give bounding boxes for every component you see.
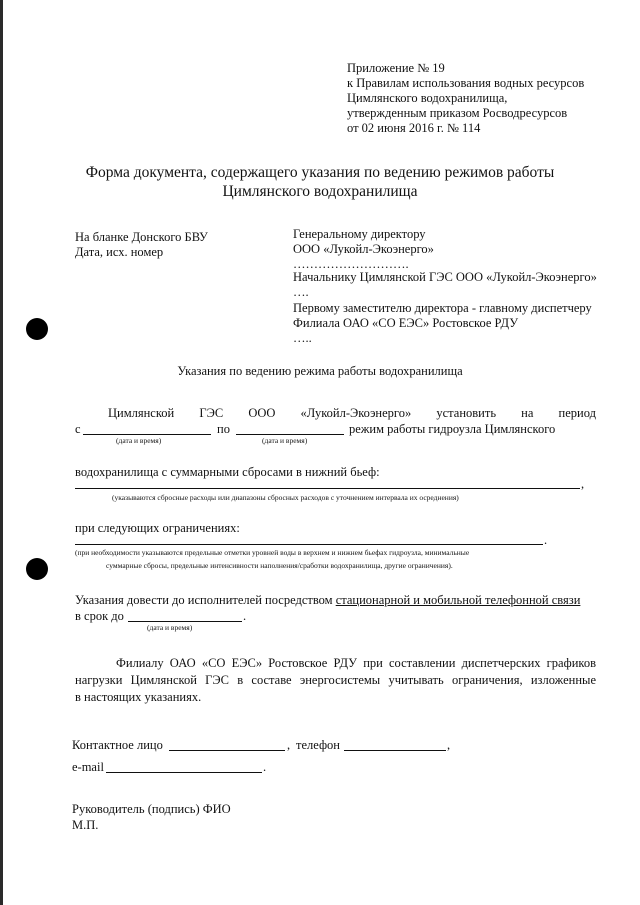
to-date-hint: (дата и время) <box>262 436 308 445</box>
restrictions-hint-2: суммарные сбросы, предельные интенсивности наполнения/сработки водохранилища, другие ограничения). <box>106 561 453 570</box>
deadline-label: в срок до <box>75 609 124 623</box>
branch-line-1: Филиалу ОАО «СО ЕЭС» Ростовское РДУ при составлении диспетчерских графиков <box>116 656 596 670</box>
restrictions-hint-1: (при необходимости указываются предельные отметки уровней воды в верхнем и нижнем бьефах гидроузла, минимальные <box>75 548 470 557</box>
header-line-1: Приложение № 19 <box>347 61 445 75</box>
header-line-3: Цимлянского водохранилища, <box>347 91 508 105</box>
from-date-field[interactable] <box>83 434 211 435</box>
word-3: ООО <box>248 406 276 420</box>
recipient-1-org: ООО «Лукойл-Экоэнерго» <box>293 242 434 256</box>
stamp-place: М.П. <box>72 818 99 832</box>
deadline-dot: . <box>243 609 247 623</box>
email-label: e-mail <box>72 760 104 774</box>
contact-person-label: Контактное лицо <box>72 738 163 752</box>
recipient-2-dots: …. <box>293 285 309 299</box>
recipient-2: Начальнику Цимлянской ГЭС ООО «Лукойл-Экоэнерго» <box>293 270 597 284</box>
deliver-text: Указания довести до исполнителей посредством <box>75 593 336 607</box>
discharge-comma: , <box>581 477 585 491</box>
recipient-3-org: Филиала ОАО «СО ЕЭС» Ростовское РДУ <box>293 316 519 330</box>
regime-text: режим работы гидроузла Цимлянского <box>349 422 556 436</box>
to-date-field[interactable] <box>236 434 344 435</box>
document-title-line-1: Форма документа, содержащего указания по ведению режимов работы <box>85 164 555 181</box>
word-5: установить <box>436 406 497 420</box>
from-label: с <box>75 422 81 436</box>
from-date-hint: (дата и время) <box>116 436 162 445</box>
recipient-1-title: Генеральному директору <box>293 227 426 241</box>
word-4: «Лукойл-Экоэнерго» <box>300 406 412 420</box>
blank-note: На бланке Донского БВУ <box>75 230 208 244</box>
phone-label: телефон <box>296 738 340 752</box>
page-edge <box>0 0 3 905</box>
date-number-note: Дата, исх. номер <box>75 245 164 259</box>
restrictions-label: при следующих ограничениях: <box>75 521 240 535</box>
recipient-1-dots: ………………………. <box>293 257 409 271</box>
period-sentence-line-1 <box>108 406 596 420</box>
contact-comma: , <box>287 738 291 752</box>
phone-field[interactable] <box>344 750 446 751</box>
restrictions-dot: . <box>544 533 548 547</box>
discharge-field[interactable] <box>75 488 580 489</box>
branch-line-3: в настоящих указаниях. <box>75 690 202 704</box>
discharge-text: водохранилища с суммарными сбросами в нижний бьеф: <box>75 465 380 479</box>
punch-hole-bottom <box>26 558 48 580</box>
header-line-2: к Правилам использования водных ресурсов <box>347 76 585 90</box>
branch-line-2: нагрузки Цимлянской ГЭС в составе энергосистемы учитывать ограничения, изложенные <box>75 673 596 687</box>
deliver-means: стационарной и мобильной телефонной связи <box>335 593 581 607</box>
deadline-hint: (дата и время) <box>147 623 193 632</box>
word-1: Цимлянской <box>108 406 175 420</box>
email-dot: . <box>263 760 267 774</box>
restrictions-field[interactable] <box>75 544 543 545</box>
section-subtitle: Указания по ведению режима работы водохранилища <box>177 364 463 378</box>
header-line-5: от 02 июня 2016 г. № 114 <box>347 121 481 135</box>
recipient-3-title: Первому заместителю директора - главному диспетчеру <box>293 301 592 315</box>
word-6: на <box>521 406 534 420</box>
signature-line: Руководитель (подпись) ФИО <box>72 802 231 816</box>
email-field[interactable] <box>106 772 262 773</box>
to-label: по <box>217 422 230 436</box>
discharge-hint: (указываются сбросные расходы или диапазоны сбросных расходов с уточнением интервала их осреднения) <box>112 493 459 502</box>
contact-person-field[interactable] <box>169 750 285 751</box>
recipient-3-dots: ….. <box>293 331 312 345</box>
word-2: ГЭС <box>199 406 224 420</box>
deadline-field[interactable] <box>128 621 242 622</box>
word-7: период <box>558 406 596 420</box>
document-title-line-2: Цимлянского водохранилища <box>222 183 418 200</box>
deliver-line-1 <box>75 593 580 607</box>
header-line-4: утвержденным приказом Росводресурсов <box>347 106 568 120</box>
phone-comma: , <box>447 738 451 752</box>
punch-hole-top <box>26 318 48 340</box>
